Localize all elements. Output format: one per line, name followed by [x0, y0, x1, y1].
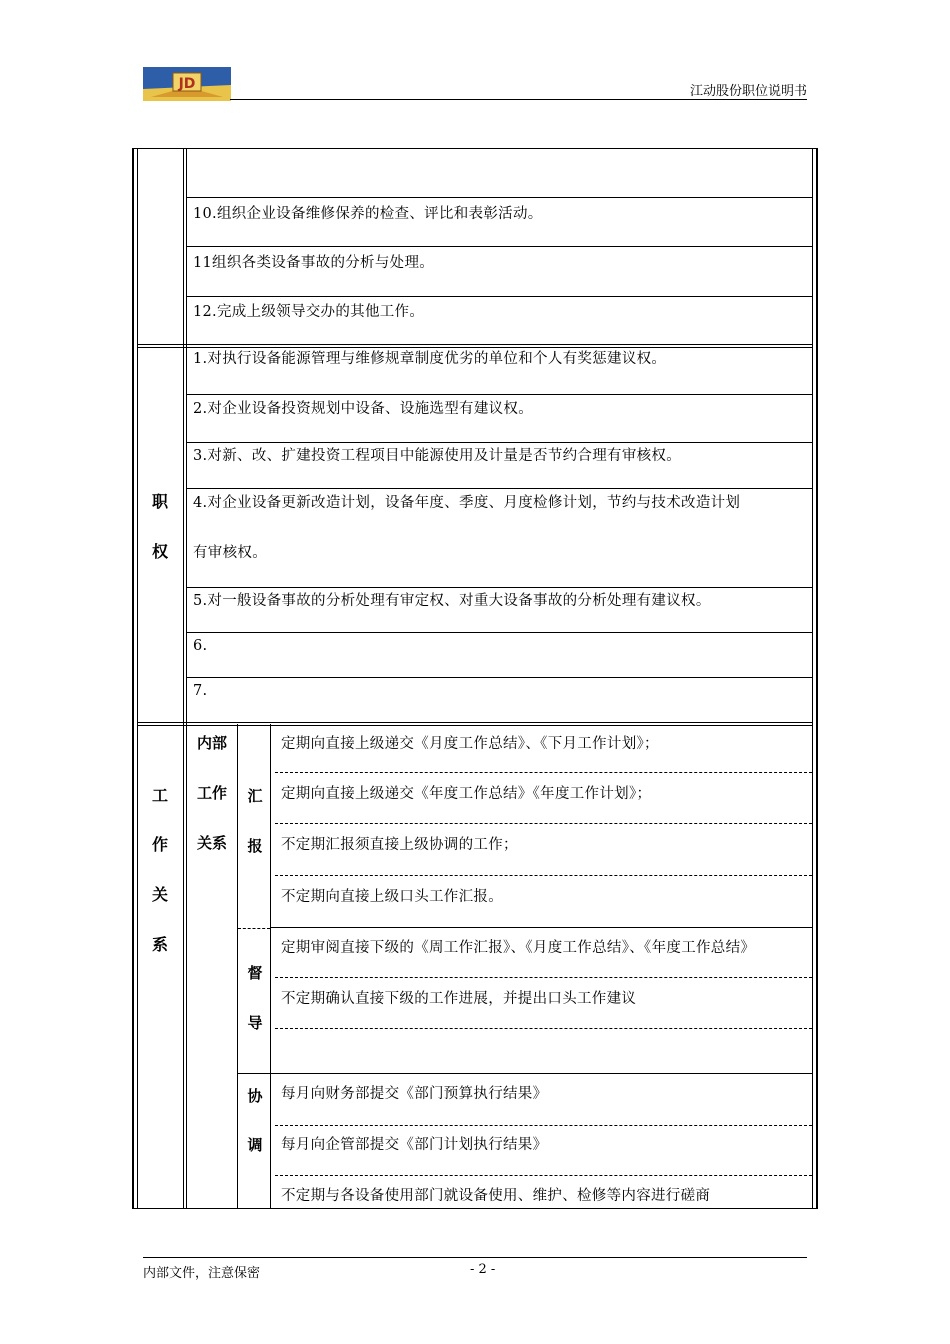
row-divider	[186, 296, 812, 297]
authority-item-continued: 有审核权。	[193, 545, 267, 561]
report-item: 定期向直接上级递交《月度工作总结》、《下月工作计划》；	[281, 736, 659, 752]
report-item: 定期向直接上级递交《年度工作总结》《年度工作计划》；	[281, 786, 652, 802]
relations-label: 工	[151, 786, 168, 805]
authority-item: 6.	[193, 638, 208, 654]
row-divider	[270, 927, 812, 928]
report-item: 不定期汇报须直接上级协调的工作；	[281, 837, 518, 853]
row-divider	[186, 246, 812, 247]
coordinate-label: 调	[247, 1136, 263, 1154]
report-item: 不定期向直接上级口头工作汇报。	[281, 889, 503, 905]
svg-text:JD: JD	[178, 76, 196, 92]
relations-label: 系	[151, 935, 168, 954]
table-left-border-inner	[137, 149, 138, 1209]
section-divider	[137, 722, 813, 723]
confidential-note: 内部文件，注意保密	[143, 1266, 261, 1281]
row-divider	[186, 488, 812, 489]
internal-relations-label: 内部	[196, 734, 227, 752]
authority-label: 职	[151, 492, 168, 511]
duty-item: 11组织各类设备事故的分析与处理。	[193, 255, 435, 271]
supervise-item: 不定期确认直接下级的工作进展，并提出口头工作建议	[281, 991, 637, 1007]
row-divider	[186, 394, 812, 395]
section-divider	[137, 344, 813, 345]
label-column-divider-2	[186, 149, 187, 1209]
company-logo-icon	[143, 67, 231, 101]
row-divider-dashed	[275, 1028, 812, 1029]
coordinate-item: 每月向企管部提交《部门计划执行结果》	[281, 1137, 548, 1153]
report-label: 汇	[247, 787, 263, 805]
type-column-divider	[270, 724, 271, 1209]
row-divider-dashed	[275, 823, 812, 824]
row-divider	[186, 632, 812, 633]
row-divider-dashed	[275, 875, 812, 876]
table-bottom-border	[132, 1208, 818, 1209]
table-top-border	[132, 148, 818, 149]
coordinate-label: 协	[247, 1087, 263, 1105]
duty-item: 10.组织企业设备维修保养的检查、评比和表彰活动。	[193, 206, 543, 222]
coordinate-item: 每月向财务部提交《部门预算执行结果》	[281, 1086, 548, 1102]
supervise-item: 定期审阅直接下级的《周工作汇报》、《月度工作总结》、《年度工作总结》	[281, 940, 756, 956]
authority-item: 3.对新、改、扩建投资工程项目中能源使用及计量是否节约合理有审核权。	[193, 448, 682, 464]
authority-item: 4.对企业设备更新改造计划，设备年度、季度、月度检修计划，节约与技术改造计划	[193, 495, 741, 511]
table-left-border	[132, 149, 134, 1209]
type-divider	[238, 1073, 270, 1074]
coordinate-item: 不定期与各设备使用部门就设备使用、维护、检修等内容进行磋商	[281, 1188, 711, 1204]
internal-relations-label: 工作	[196, 784, 227, 802]
document-title: 江动股份职位说明书	[689, 84, 807, 99]
internal-column-divider	[237, 724, 238, 1209]
row-divider-dashed	[275, 1125, 812, 1126]
row-divider-dashed	[275, 1175, 812, 1176]
duty-item: 12.完成上级领导交办的其他工作。	[193, 304, 425, 320]
supervise-label: 导	[247, 1014, 263, 1032]
row-divider	[186, 677, 812, 678]
page-number: - 2 -	[470, 1262, 496, 1277]
header-rule	[230, 99, 807, 100]
row-divider-dashed	[275, 977, 812, 978]
internal-relations-label: 关系	[196, 834, 227, 852]
section-divider-2	[137, 725, 813, 726]
report-label: 报	[247, 837, 263, 855]
row-divider	[186, 442, 812, 443]
authority-item: 5.对一般设备事故的分析处理有审定权、对重大设备事故的分析处理有建议权。	[193, 593, 711, 609]
authority-item: 7.	[193, 683, 208, 699]
supervise-label: 督	[247, 964, 263, 982]
footer-rule	[143, 1257, 807, 1258]
table-right-border-inner	[812, 149, 813, 1209]
label-column-divider	[183, 149, 184, 1209]
authority-item: 1.对执行设备能源管理与维修规章制度优劣的单位和个人有奖惩建议权。	[193, 351, 667, 367]
row-divider	[186, 197, 812, 198]
row-divider	[270, 1073, 812, 1074]
relations-label: 作	[151, 835, 168, 854]
section-divider-2	[137, 347, 813, 348]
row-divider-dashed	[275, 772, 812, 773]
authority-item: 2.对企业设备投资规划中设备、设施选型有建议权。	[193, 401, 534, 417]
table-right-border	[816, 149, 818, 1209]
relations-label: 关	[151, 885, 168, 904]
row-divider	[186, 587, 812, 588]
authority-label: 权	[151, 542, 168, 561]
type-divider-dashed	[238, 928, 270, 929]
